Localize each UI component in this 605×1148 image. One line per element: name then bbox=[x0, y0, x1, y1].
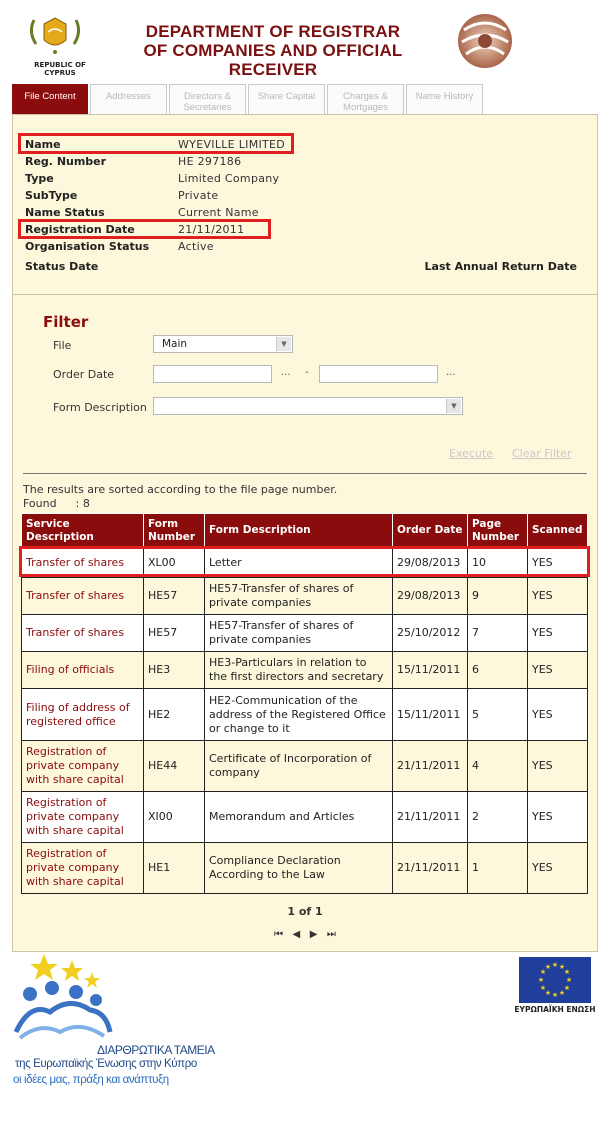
cell-page: 2 bbox=[468, 792, 528, 843]
prev-page-icon[interactable]: ◀ bbox=[292, 929, 301, 940]
found-count bbox=[23, 497, 337, 511]
svg-text:★: ★ bbox=[551, 991, 559, 999]
tab-directors-secretaries[interactable] bbox=[169, 84, 246, 114]
cell-date: 21/11/2011 bbox=[393, 741, 468, 792]
svg-text:★: ★ bbox=[544, 989, 552, 997]
highlight-name bbox=[18, 133, 294, 154]
country-label: REPUBLIC OF CYPRUS bbox=[34, 61, 86, 77]
cell-scanned: YES bbox=[528, 578, 588, 615]
highlight-first-row bbox=[19, 546, 590, 577]
cell-date: 29/08/2013 bbox=[393, 578, 468, 615]
last-annual-return-label: Last Annual Return Date bbox=[424, 260, 577, 273]
execute-button[interactable]: Execute bbox=[449, 447, 493, 460]
cell-form: XL00 bbox=[144, 548, 205, 578]
tab-bar bbox=[12, 84, 602, 114]
structural-funds-slogan: οι ιδέες μας, πράξη και ανάπτυξη bbox=[13, 1074, 169, 1086]
name-label: Name bbox=[25, 138, 61, 151]
tab-addresses[interactable] bbox=[90, 84, 167, 114]
svg-text:★: ★ bbox=[563, 968, 571, 976]
table-row[interactable] bbox=[22, 578, 588, 615]
svg-text:★: ★ bbox=[565, 976, 573, 984]
cell-service: Transfer of shares bbox=[22, 548, 144, 578]
svg-text:★: ★ bbox=[544, 963, 552, 971]
date-to-picker[interactable]: ... bbox=[446, 367, 456, 378]
cell-page: 1 bbox=[468, 843, 528, 894]
col-service-description[interactable]: Service Description bbox=[22, 514, 144, 548]
cell-scanned: YES bbox=[528, 689, 588, 741]
tab-label: Charges & Mortgages bbox=[343, 91, 388, 113]
eu-label: ΕΥΡΩΠΑΪΚΗ ΕΝΩΣΗ bbox=[514, 1005, 596, 1014]
subtype-value: Private bbox=[178, 189, 219, 202]
cell-service: Transfer of shares bbox=[22, 615, 144, 652]
type-value: Limited Company bbox=[178, 172, 280, 185]
cell-date: 29/08/2013 bbox=[393, 548, 468, 578]
structural-funds-logo-icon bbox=[10, 952, 190, 1092]
title-line-2: OF COMPANIES AND OFFICIAL RECEIVER bbox=[143, 41, 403, 79]
tab-label: Name History bbox=[415, 91, 474, 102]
cell-scanned: YES bbox=[528, 792, 588, 843]
chevron-down-icon[interactable]: ▼ bbox=[446, 399, 461, 413]
cell-date: 21/11/2011 bbox=[393, 843, 468, 894]
cell-service: Filing of officials bbox=[22, 652, 144, 689]
cell-scanned: YES bbox=[528, 652, 588, 689]
order-date-from-input[interactable] bbox=[153, 365, 272, 383]
date-range-dash: - bbox=[305, 367, 309, 378]
cyprus-emblem-icon bbox=[24, 14, 86, 58]
form-description-label: Form Description bbox=[53, 401, 147, 414]
svg-text:★: ★ bbox=[537, 976, 545, 984]
cell-service: Filing of address of registered office bbox=[22, 689, 144, 741]
file-select-value: Main bbox=[162, 338, 188, 350]
sort-note: The results are sorted according to the file page number. bbox=[23, 483, 338, 496]
registration-date-label: Registration Date bbox=[25, 223, 135, 236]
filter-title: Filter bbox=[43, 313, 89, 331]
cell-desc: Certificate of Incorporation of company bbox=[205, 741, 393, 792]
next-page-icon[interactable]: ▶ bbox=[309, 929, 318, 940]
chevron-down-icon[interactable]: ▼ bbox=[276, 337, 291, 351]
section-divider bbox=[13, 294, 597, 295]
table-row[interactable] bbox=[22, 615, 588, 652]
table-row[interactable] bbox=[22, 741, 588, 792]
type-label: Type bbox=[25, 172, 54, 185]
col-scanned[interactable]: Scanned bbox=[528, 514, 588, 548]
name-value: WYEVILLE LIMITED bbox=[178, 138, 286, 151]
cell-form: HE3 bbox=[144, 652, 205, 689]
title-line-1: DEPARTMENT OF REGISTRAR bbox=[145, 22, 401, 41]
filter-divider bbox=[23, 473, 587, 474]
cell-form: XI00 bbox=[144, 792, 205, 843]
cell-service: Transfer of shares bbox=[22, 578, 144, 615]
pager-controls bbox=[271, 927, 351, 941]
cell-service: Registration of private company with share capital bbox=[22, 792, 144, 843]
cell-desc: Compliance Declaration According to the Law bbox=[205, 843, 393, 894]
tab-label: Addresses bbox=[106, 91, 151, 102]
tab-name-history[interactable] bbox=[406, 84, 483, 114]
cell-page: 6 bbox=[468, 652, 528, 689]
svg-text:★: ★ bbox=[551, 961, 559, 969]
subtype-label: SubType bbox=[25, 189, 78, 202]
cell-scanned: YES bbox=[528, 843, 588, 894]
first-page-icon[interactable]: ⏮ bbox=[274, 929, 283, 940]
clear-filter-button[interactable]: Clear Filter bbox=[512, 447, 572, 460]
cell-desc: HE57-Transfer of shares of private companies bbox=[205, 578, 393, 615]
found-label: Found bbox=[23, 497, 57, 510]
cell-service: Registration of private company with share capital bbox=[22, 741, 144, 792]
svg-text:★: ★ bbox=[558, 989, 566, 997]
cell-page: 9 bbox=[468, 578, 528, 615]
col-order-date[interactable]: Order Date bbox=[393, 514, 468, 548]
svg-text:★: ★ bbox=[558, 963, 566, 971]
col-form-description[interactable]: Form Description bbox=[205, 514, 393, 548]
cell-scanned: YES bbox=[528, 548, 588, 578]
tab-charges-mortgages[interactable] bbox=[327, 84, 404, 114]
cell-scanned: YES bbox=[528, 741, 588, 792]
registration-date-value: 21/11/2011 bbox=[178, 223, 245, 236]
file-label: File bbox=[53, 339, 72, 352]
found-separator: : bbox=[75, 497, 80, 510]
table-row[interactable] bbox=[22, 689, 588, 741]
tab-share-capital[interactable] bbox=[248, 84, 325, 114]
cell-form: HE57 bbox=[144, 615, 205, 652]
cell-desc: HE2-Communication of the address of the Registered Office or change to it bbox=[205, 689, 393, 741]
cell-page: 4 bbox=[468, 741, 528, 792]
tab-file-content[interactable] bbox=[12, 84, 88, 114]
cell-page: 5 bbox=[468, 689, 528, 741]
cell-form: HE44 bbox=[144, 741, 205, 792]
svg-text:★: ★ bbox=[539, 984, 547, 992]
found-value: 8 bbox=[82, 497, 90, 510]
name-status-label: Name Status bbox=[25, 206, 105, 219]
col-page-number[interactable]: Page Number bbox=[468, 514, 528, 548]
cell-page: 7 bbox=[468, 615, 528, 652]
tab-label: File Content bbox=[24, 91, 76, 102]
svg-text:★: ★ bbox=[563, 984, 571, 992]
organisation-status-value: Active bbox=[178, 240, 214, 253]
cell-date: 15/11/2011 bbox=[393, 689, 468, 741]
reg-number-label: Reg. Number bbox=[25, 155, 107, 168]
cell-form: HE2 bbox=[144, 689, 205, 741]
cell-service: Registration of private company with share capital bbox=[22, 843, 144, 894]
highlight-registration-date bbox=[18, 219, 271, 239]
order-date-label: Order Date bbox=[53, 368, 115, 381]
name-status-value: Current Name bbox=[178, 206, 259, 219]
reg-number-value: HE 297186 bbox=[178, 155, 242, 168]
cell-desc: HE3-Particulars in relation to the first directors and secretary bbox=[205, 652, 393, 689]
cell-desc: Letter bbox=[205, 548, 393, 578]
organisation-status-label: Organisation Status bbox=[25, 240, 150, 253]
page-header bbox=[0, 0, 605, 78]
file-select[interactable] bbox=[153, 335, 293, 353]
table-header-row bbox=[22, 514, 588, 548]
svg-text:★: ★ bbox=[539, 968, 547, 976]
file-content-panel bbox=[12, 114, 598, 952]
order-date-to-input[interactable] bbox=[319, 365, 438, 383]
tab-label: Directors & Secretaries bbox=[183, 91, 232, 113]
cell-form: HE57 bbox=[144, 578, 205, 615]
table-row[interactable] bbox=[22, 792, 588, 843]
department-title bbox=[108, 22, 438, 79]
structural-funds-title: ΔΙΑΡΘΡΩΤΙΚΑ ΤΑΜΕΙΑ bbox=[97, 1043, 215, 1057]
results-summary bbox=[23, 483, 337, 511]
cell-scanned: YES bbox=[528, 615, 588, 652]
cell-date: 15/11/2011 bbox=[393, 652, 468, 689]
col-form-number[interactable]: Form Number bbox=[144, 514, 205, 548]
date-from-picker[interactable]: ... bbox=[281, 367, 291, 378]
cell-desc: Memorandum and Articles bbox=[205, 792, 393, 843]
form-description-select[interactable] bbox=[153, 397, 463, 415]
last-page-icon[interactable]: ⏭ bbox=[326, 929, 336, 940]
cell-page: 10 bbox=[468, 548, 528, 578]
table-row[interactable] bbox=[22, 843, 588, 894]
page-indicator: 1 of 1 bbox=[287, 905, 323, 918]
status-date-label: Status Date bbox=[25, 260, 99, 273]
registrar-logo-icon bbox=[450, 12, 520, 70]
cell-date: 21/11/2011 bbox=[393, 792, 468, 843]
cell-desc: HE57-Transfer of shares of private companies bbox=[205, 615, 393, 652]
cell-date: 25/10/2012 bbox=[393, 615, 468, 652]
cell-form: HE1 bbox=[144, 843, 205, 894]
tab-label: Share Capital bbox=[257, 91, 316, 102]
structural-funds-subtitle: της Ευρωπαϊκής Ένωσης στην Κύπρο bbox=[15, 1058, 197, 1070]
table-row[interactable] bbox=[22, 652, 588, 689]
eu-flag-icon bbox=[519, 957, 591, 1003]
